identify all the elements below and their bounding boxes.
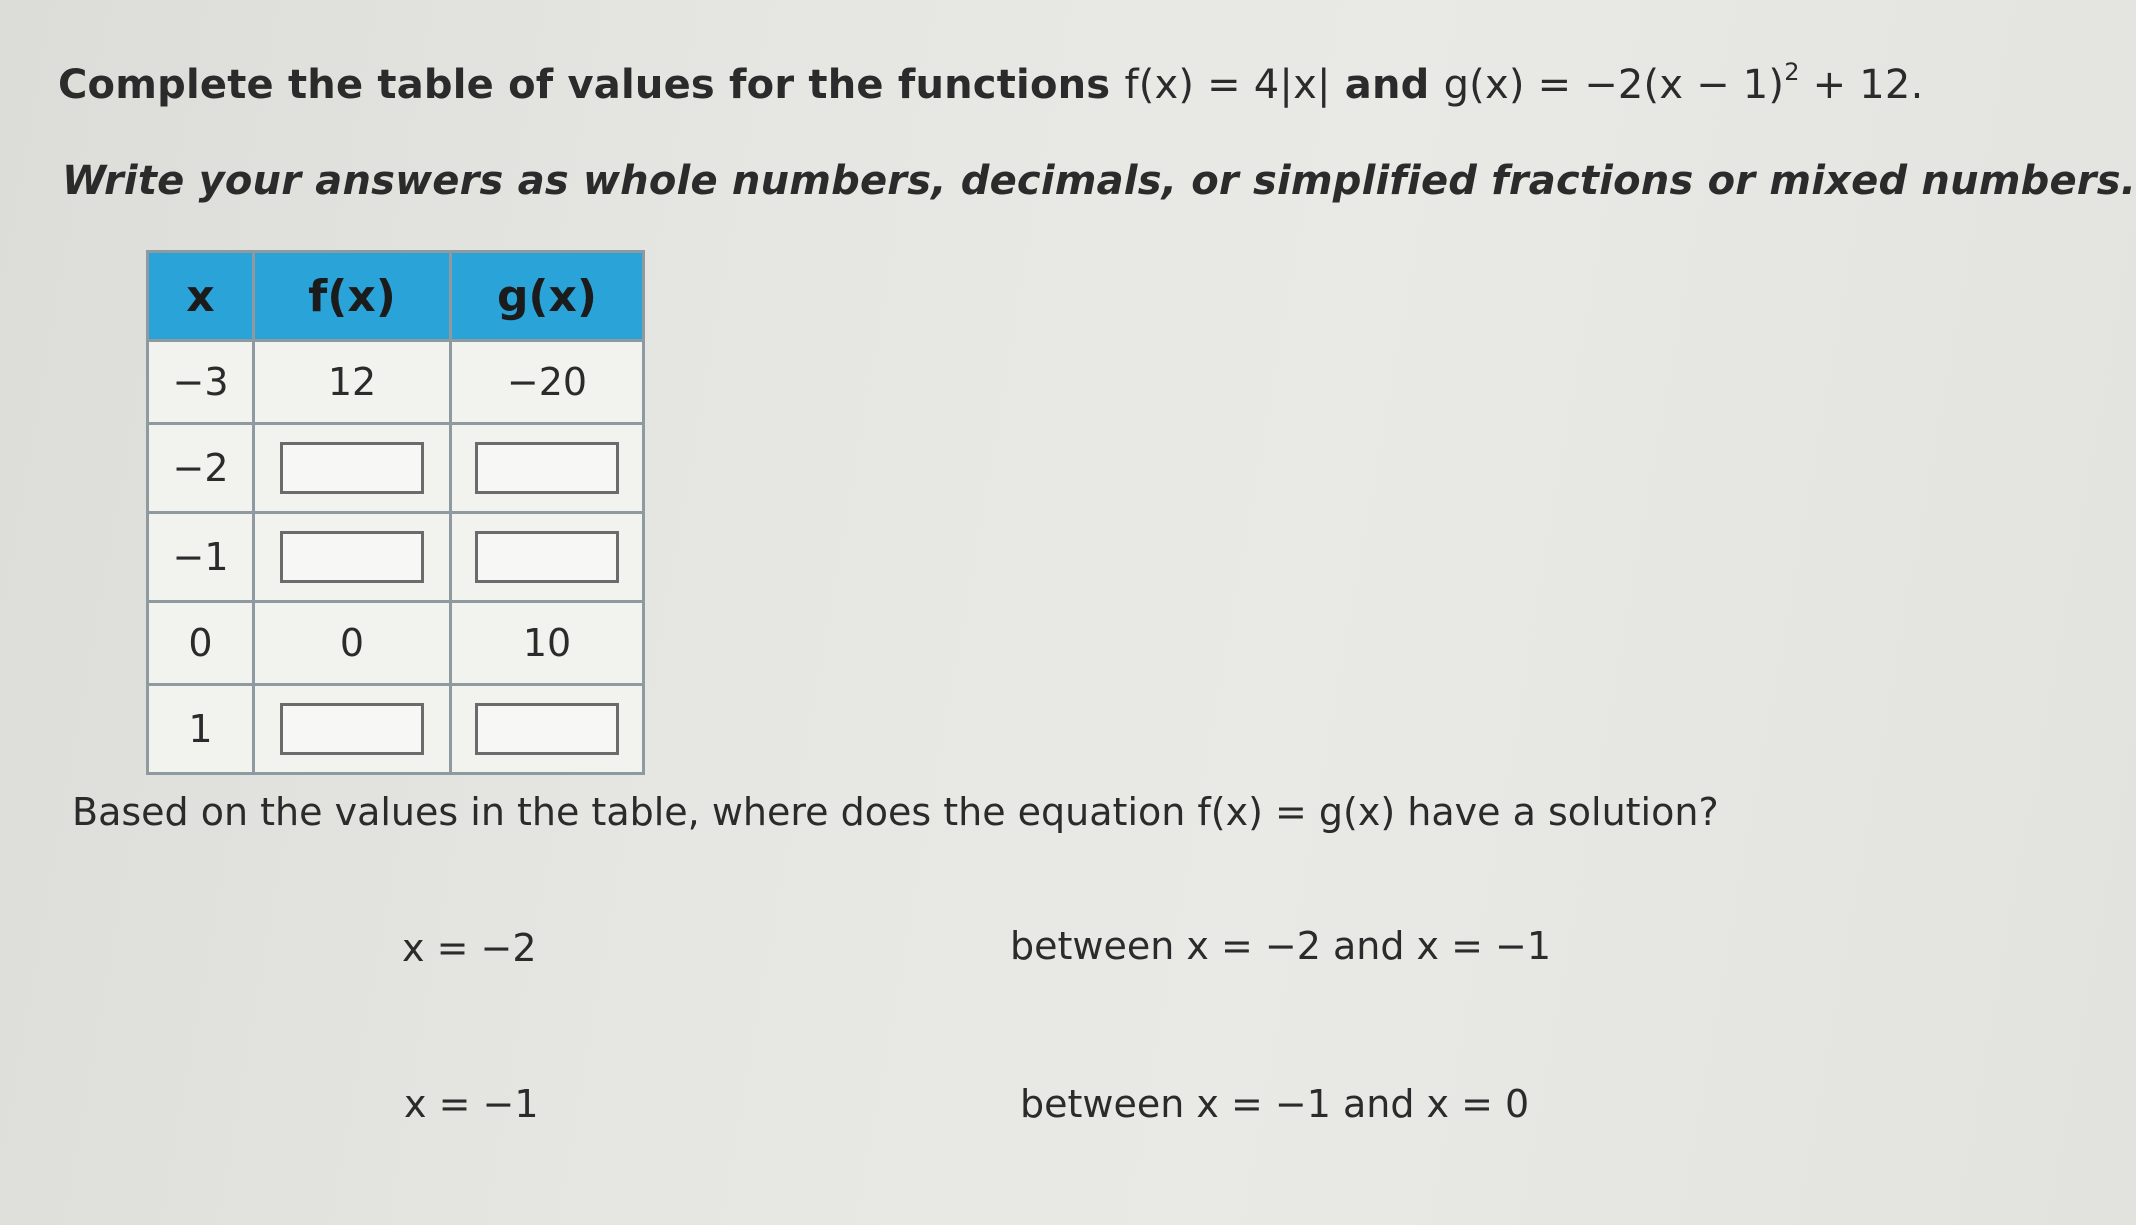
cell-f [254, 513, 451, 602]
cell-g [451, 685, 644, 774]
cell-f: 12 [254, 341, 451, 424]
g-expression [1443, 58, 1924, 108]
cell-f [254, 685, 451, 774]
choice-x-equals-minus-2[interactable]: x = −2 [402, 926, 537, 970]
instruction-line-2: Write your answers as whole numbers, decimals, or simplified fractions or mixed numbers. [62, 158, 2136, 204]
table-row [148, 341, 644, 424]
f-answer-input-x-minus-2[interactable] [280, 442, 424, 494]
instruction-prefix: Complete the table of values for the functions [58, 62, 1125, 108]
cell-g: 10 [451, 602, 644, 685]
cell-g: −20 [451, 341, 644, 424]
table-row [148, 424, 644, 513]
cell-x: −3 [148, 341, 254, 424]
cell-g [451, 424, 644, 513]
table-row [148, 513, 644, 602]
instruction-line-1 [58, 58, 1924, 108]
g-answer-input-x-1[interactable] [475, 703, 619, 755]
instruction-and: and [1330, 62, 1444, 108]
header-f: f(x) [254, 252, 451, 341]
cell-f: 0 [254, 602, 451, 685]
f-expression: f(x) = 4|x| [1124, 62, 1331, 108]
question-text [72, 790, 1719, 834]
question-suffix: have a solution? [1395, 790, 1719, 834]
header-x: x [148, 252, 254, 341]
cell-x: −1 [148, 513, 254, 602]
values-table [146, 250, 645, 775]
f-answer-input-x-minus-1[interactable] [280, 531, 424, 583]
g-expression-exponent: 2 [1784, 58, 1800, 86]
cell-x: 0 [148, 602, 254, 685]
table-header-row [148, 252, 644, 341]
g-answer-input-x-minus-2[interactable] [475, 442, 619, 494]
cell-x: −2 [148, 424, 254, 513]
table-row [148, 602, 644, 685]
g-expression-base: g(x) = −2(x − 1) [1443, 62, 1785, 108]
table-row [148, 685, 644, 774]
cell-f [254, 424, 451, 513]
f-answer-input-x-1[interactable] [280, 703, 424, 755]
choice-x-equals-minus-1[interactable]: x = −1 [404, 1082, 539, 1126]
question-equation: f(x) = g(x) [1197, 790, 1396, 834]
cell-g [451, 513, 644, 602]
cell-x: 1 [148, 685, 254, 774]
question-prefix: Based on the values in the table, where does the equation [72, 790, 1198, 834]
header-g: g(x) [451, 252, 644, 341]
choice-between-minus-2-and-minus-1[interactable]: between x = −2 and x = −1 [1010, 924, 1552, 968]
g-expression-tail: + 12. [1799, 62, 1924, 108]
g-answer-input-x-minus-1[interactable] [475, 531, 619, 583]
choice-between-minus-1-and-0[interactable]: between x = −1 and x = 0 [1020, 1082, 1530, 1126]
